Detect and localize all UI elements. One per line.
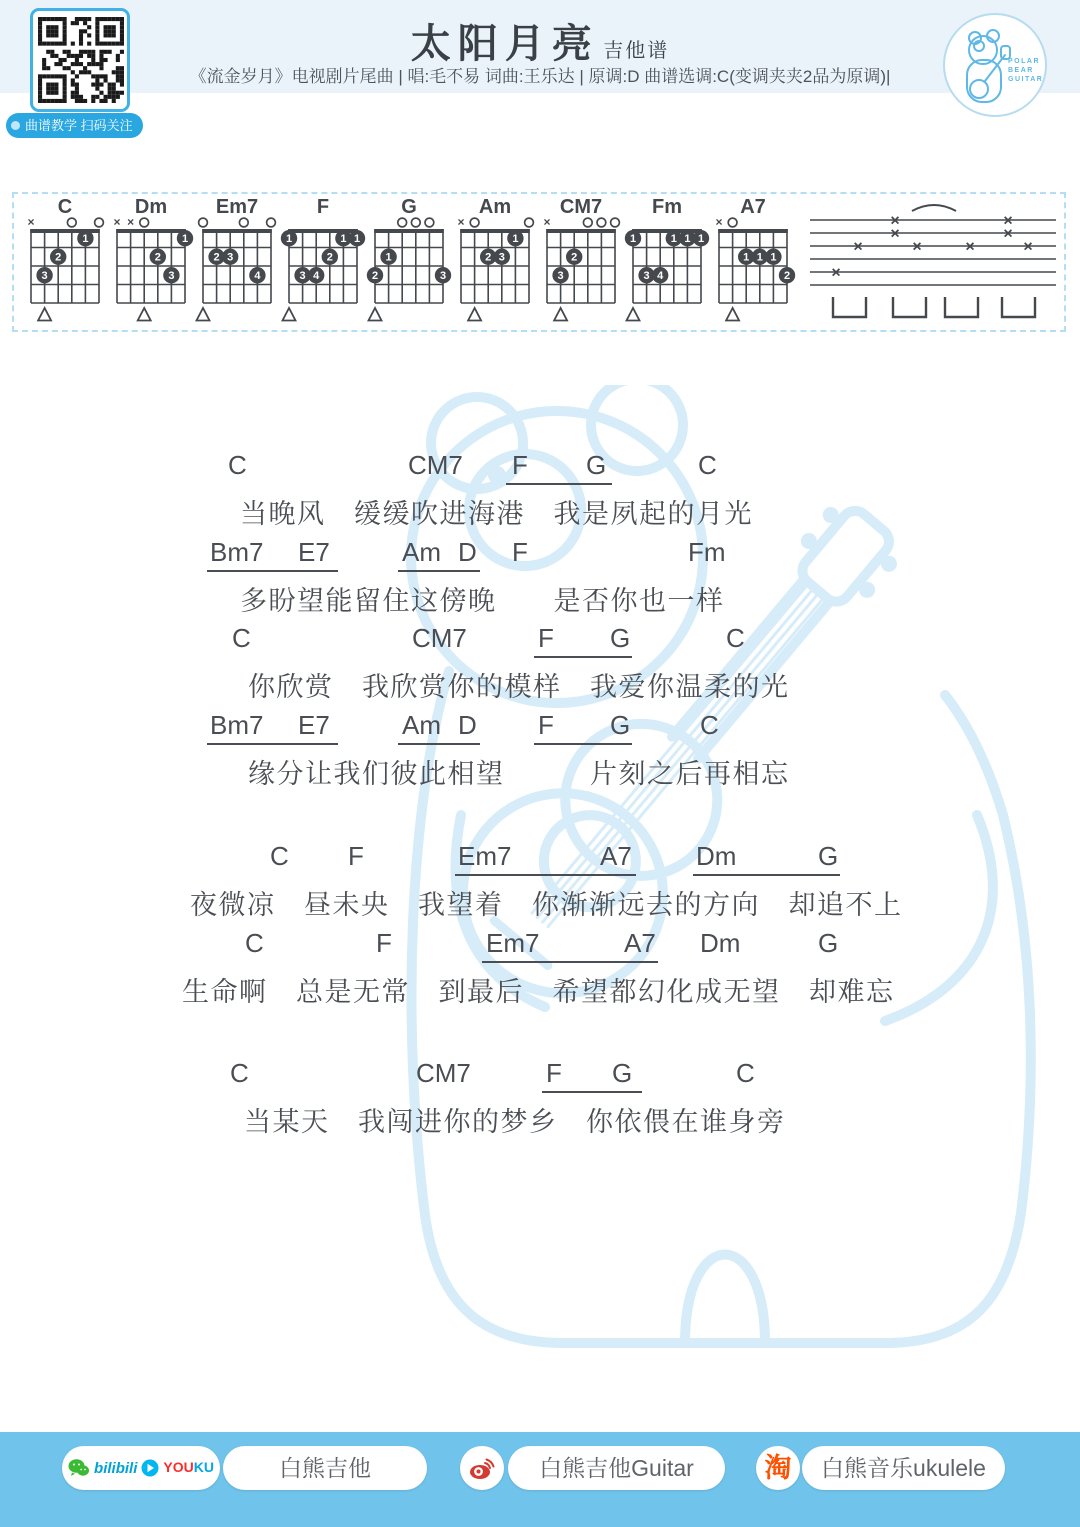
svg-text:2: 2 [213,251,220,264]
logo-graphic [945,15,1045,115]
svg-text:Em7: Em7 [215,196,259,218]
score-chord-CM7: CM7 [412,623,467,653]
svg-text:1: 1 [285,233,293,246]
weibo-icon [468,1454,496,1482]
svg-text:1: 1 [512,233,519,246]
chord-underline [398,743,480,745]
wechat-icon [68,1458,90,1478]
score-chord-Bm7: Bm7 [210,537,264,567]
svg-text:×: × [457,215,465,229]
svg-text:1: 1 [684,233,691,246]
chord-diagram-Fm [622,196,710,330]
svg-text:1: 1 [340,233,347,246]
svg-text:1: 1 [82,233,89,246]
svg-text:Am: Am [478,196,512,218]
chord-diagram-F [278,196,366,330]
footer-bar [0,1432,1080,1527]
score-chord-G: G [610,710,631,740]
score-chord-Am: Am [402,710,441,740]
svg-text:×: × [715,215,723,229]
svg-text:4: 4 [657,270,664,283]
svg-text:2: 2 [571,251,578,264]
svg-text:×: × [27,215,35,229]
svg-text:×: × [113,215,121,229]
svg-text:4: 4 [254,270,261,283]
score-chord-C: C [230,1058,249,1088]
svg-text:1: 1 [181,233,189,246]
svg-text:2: 2 [326,251,333,264]
svg-text:2: 2 [154,251,161,264]
channel-pill-baixiong-ukulele: 白熊音乐ukulele [802,1446,1005,1490]
score-chord-D: D [458,537,477,567]
svg-text:1: 1 [385,251,392,264]
svg-text:3: 3 [168,270,175,283]
svg-text:×: × [1023,238,1033,256]
chord-diagram-CM7 [536,196,624,330]
score-chord-A7: A7 [600,841,632,871]
channel-pill-baixiong-jita: 白熊吉他 [223,1446,427,1490]
score-chord-G: G [818,928,839,958]
svg-text:3: 3 [643,270,650,283]
chord-diagram-panel [12,192,1066,332]
svg-text:×: × [965,238,975,256]
score-chord-F: F [512,537,528,567]
score-chord-F: F [348,841,364,871]
svg-text:×: × [127,215,135,229]
lyric-line-3: 你欣赏 我欣赏你的模样 我爱你温柔的光 [248,672,790,702]
score-chord-Em7: Em7 [458,841,512,871]
score-chord-F: F [538,710,554,740]
score-chord-E7: E7 [298,537,330,567]
bilibili-logo: bilibili [94,1459,138,1477]
score-chord-C: C [726,623,745,653]
score-chord-F: F [546,1058,562,1088]
taobao-badge [756,1446,800,1490]
svg-text:A7: A7 [740,196,766,218]
svg-text:1: 1 [756,251,763,264]
svg-text:3: 3 [557,270,564,283]
score-chord-E7: E7 [298,710,330,740]
score-chord-F: F [376,928,392,958]
score-chord-C: C [736,1058,755,1088]
svg-text:1: 1 [770,251,777,264]
score-chord-Dm: Dm [700,928,741,958]
svg-text:1: 1 [353,233,361,246]
score-chord-G: G [818,841,839,871]
score-chord-G: G [586,450,607,480]
svg-text:3: 3 [498,251,505,264]
chord-underline [482,961,658,963]
svg-text:×: × [1003,225,1013,243]
svg-text:C: C [57,196,73,218]
youku-play-icon [141,1459,159,1477]
score-chord-C: C [232,623,251,653]
chord-diagram-G [364,196,452,330]
svg-text:3: 3 [439,270,447,283]
score-chord-C: C [700,710,719,740]
song-title-suffix: 吉他谱 [603,40,670,62]
channel-pill-baixiong-guitar: 白熊吉他Guitar [508,1446,725,1490]
svg-text:1: 1 [629,233,637,246]
svg-text:3: 3 [227,251,234,264]
lyric-line-1: 当晚风 缓缓吹进海港 我是夙起的月光 [240,499,753,529]
lyric-line-4: 缘分让我们彼此相望 片刻之后再相忘 [248,759,790,789]
score-chord-G: G [610,623,631,653]
svg-text:×: × [890,225,900,243]
chord-underline [506,483,612,485]
svg-text:2: 2 [783,270,791,283]
score-chord-C: C [270,841,289,871]
chord-underline [207,570,338,572]
svg-text:×: × [831,264,841,282]
youku-logo: YOUKU [163,1459,214,1475]
score-chord-Fm: Fm [688,537,726,567]
score-chord-CM7: CM7 [416,1058,471,1088]
lyric-line-7: 当某天 我闯进你的梦乡 你依偎在谁身旁 [244,1107,786,1137]
chord-underline [534,743,632,745]
chord-diagram-C [20,196,108,330]
svg-text:4: 4 [313,270,320,283]
qr-code [30,8,130,112]
svg-text:1: 1 [670,233,677,246]
score-chord-D: D [458,710,477,740]
svg-text:1: 1 [697,233,705,246]
page-title-row [0,12,1080,69]
song-subtitle: 《流金岁月》电视剧片尾曲 | 唱:毛不易 词曲:王乐达 | 原调:D 曲谱选调:C(变调夹夹2品为原调)| [189,67,891,86]
song-title: 太阳月亮 [410,22,599,66]
svg-text:×: × [1003,212,1013,230]
badge-dot-icon [11,121,20,130]
score-chord-Am: Am [402,537,441,567]
score-chord-Dm: Dm [696,841,737,871]
svg-text:1: 1 [743,251,750,264]
chord-underline [534,656,632,658]
chord-diagram-Dm [106,196,194,330]
score-chord-A7: A7 [624,928,656,958]
qr-pattern [38,16,124,104]
score-chord-C: C [698,450,717,480]
svg-text:G: G [401,196,417,218]
logo-text-bear: BEAR [1008,67,1034,74]
lyric-line-6: 生命啊 总是无常 到最后 希望都幻化成无望 却难忘 [182,977,895,1007]
chord-underline [398,570,480,572]
polar-bear-guitar-logo [943,13,1047,117]
svg-text:Fm: Fm [652,196,682,218]
svg-text:×: × [912,238,922,256]
score-chord-F: F [512,450,528,480]
chord-diagram-A7 [708,196,796,330]
score-chord-G: G [612,1058,633,1088]
svg-text:2: 2 [371,270,379,283]
logo-text-guitar: GUITAR [1008,76,1044,83]
weibo-badge [460,1446,504,1490]
chord-underline [207,743,338,745]
svg-text:×: × [853,238,863,256]
chord-diagram-Em7 [192,196,280,330]
svg-text:Dm: Dm [134,196,168,218]
chord-underline [455,874,636,876]
svg-text:F: F [316,196,330,218]
svg-text:3: 3 [41,270,48,283]
lyric-line-2: 多盼望能留住这傍晚 是否你也一样 [240,586,725,616]
social-platforms-pill [62,1446,220,1490]
taobao-icon: 淘 [764,1453,792,1483]
lyric-line-5: 夜微凉 昼未央 我望着 你渐渐远去的方向 却追不上 [190,890,903,920]
chord-underline [542,1091,642,1093]
score-chord-C: C [228,450,247,480]
svg-text:2: 2 [55,251,62,264]
svg-text:×: × [543,215,551,229]
svg-text:2: 2 [485,251,492,264]
logo-text-polar: POLAR [1008,58,1040,65]
score-chord-Em7: Em7 [486,928,540,958]
score-chord-Bm7: Bm7 [210,710,264,740]
svg-text:CM7: CM7 [559,196,603,218]
chord-diagram-Am [450,196,538,330]
qr-caption-badge [6,113,143,138]
chord-underline [693,874,840,876]
score-chord-F: F [538,623,554,653]
score-chord-CM7: CM7 [408,450,463,480]
svg-text:3: 3 [299,270,306,283]
score-chord-C: C [245,928,264,958]
qr-caption: 曲谱教学 扫码关注 [25,118,133,133]
strum-pattern [800,196,1068,330]
svg-text:×: × [890,212,900,230]
